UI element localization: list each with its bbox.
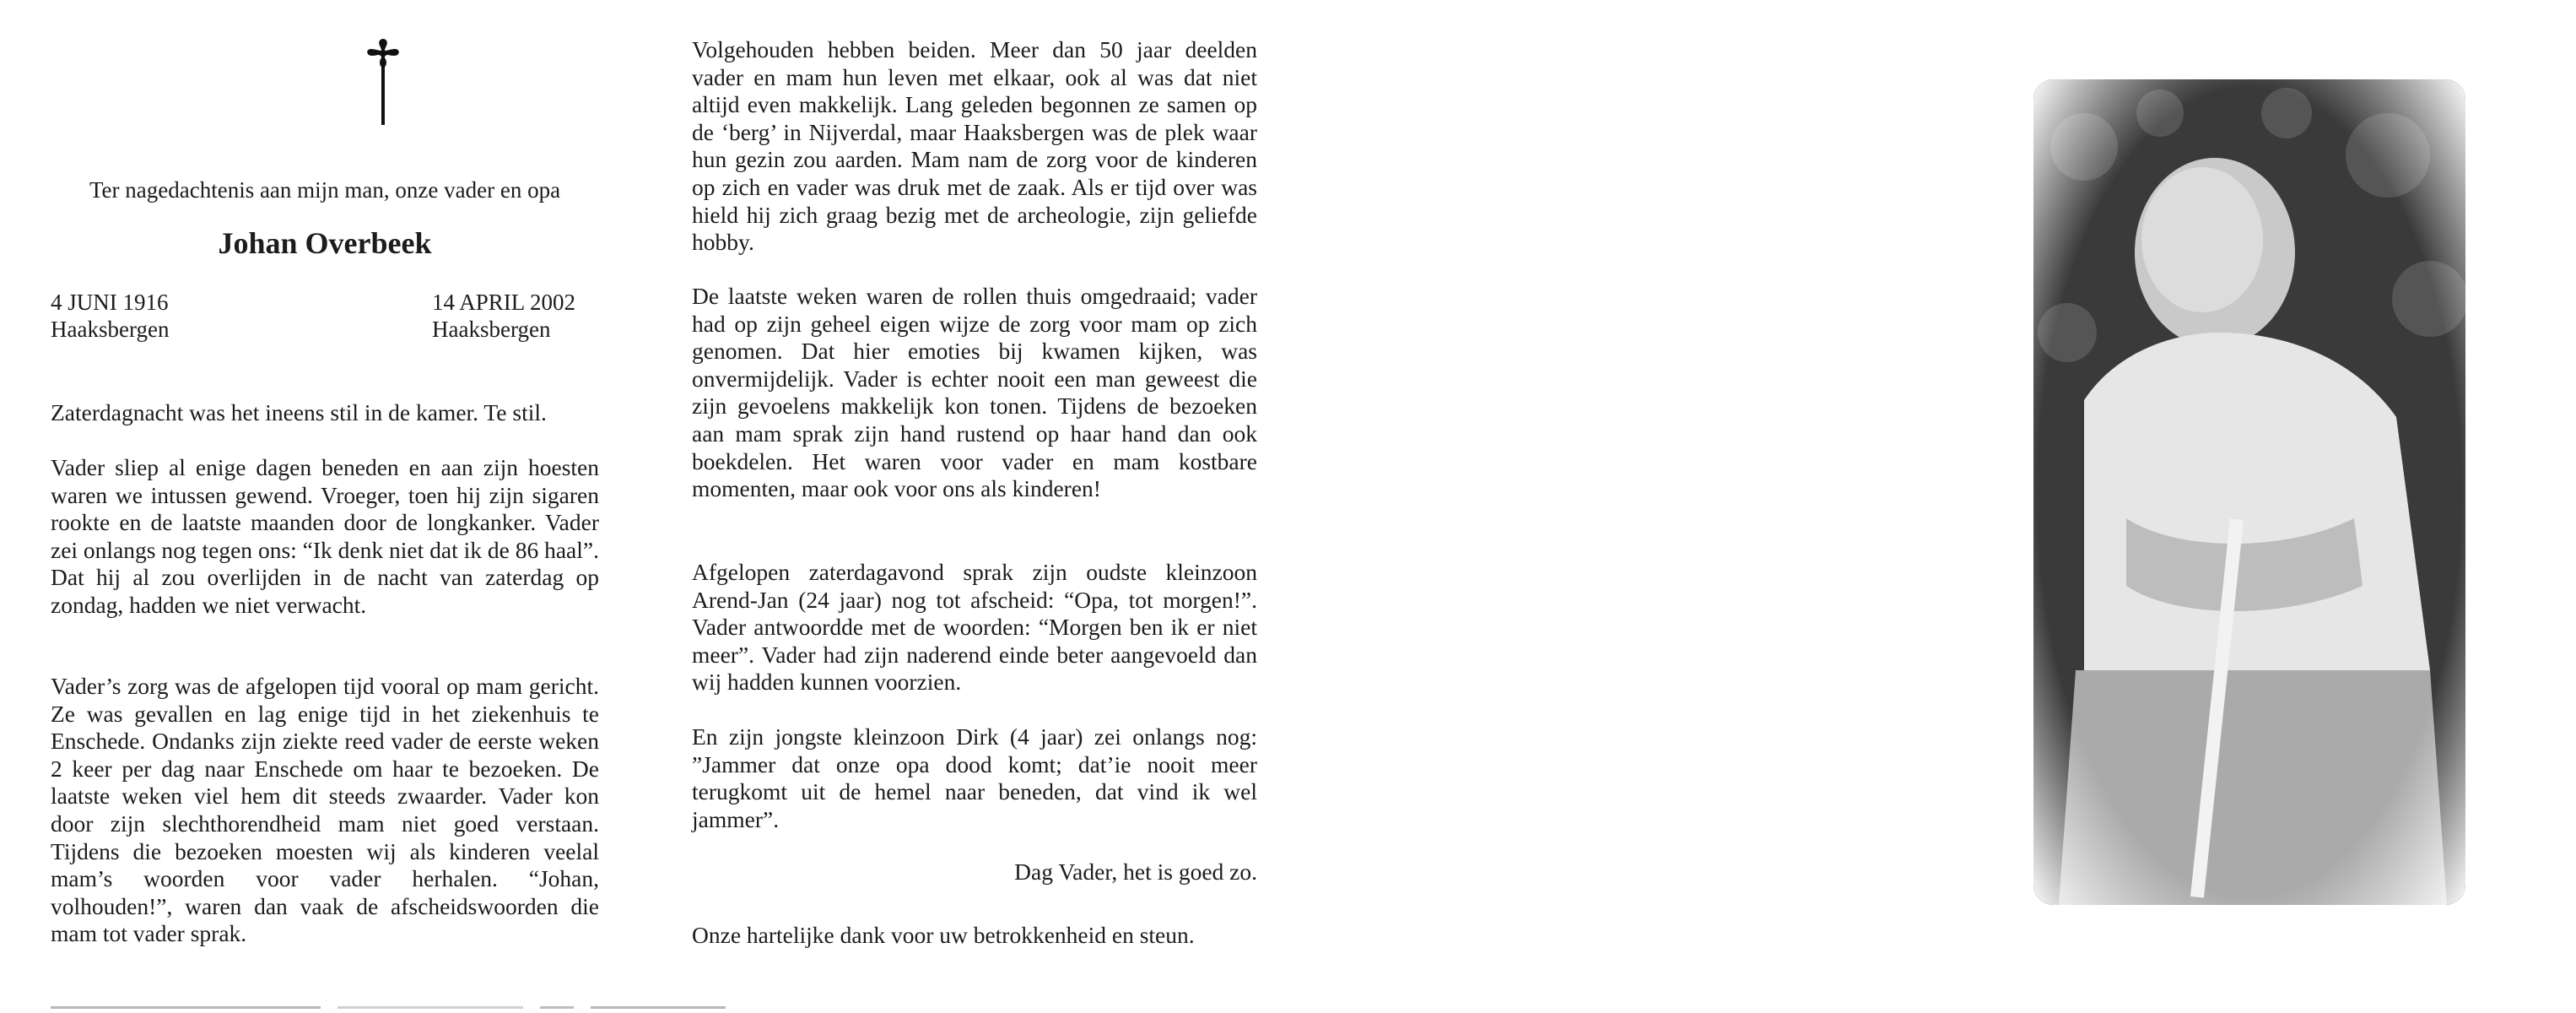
death-place: Haaksbergen — [432, 317, 551, 342]
thanks-line: Onze hartelijke dank voor uw betrokkenheid en steun. — [692, 922, 1195, 948]
portrait-illustration — [2033, 79, 2465, 905]
paragraph: Zaterdagnacht was het ineens stil in de kamer. Te stil. — [51, 399, 547, 425]
birth-date: 4 JUNI 1916 — [51, 290, 169, 315]
paragraph: Volgehouden hebben beiden. Meer dan 50 jaar deelden vader en mam hun leven met elkaar, ook al was dat niet altijd even makkelijk. Lang geleden begonnen ze samen op de ‘berg’ in Nijverdal, maar Haaksbergen was de plek waar hun gezin zou aarden. Mam nam de zorg voor de kinderen op zich en vader was druk met de zaak. Als er tijd over was hield hij zich graag bezig met de archeologie, zijn geliefde hobby. — [692, 36, 1257, 256]
paragraph: De laatste weken waren de rollen thuis omgedraaid; vader had op zijn geheel eigen wijze de zorg voor mam op zich genomen. Dat hier emoties bij kwamen kijken, was onvermijdelijk. Vader is echter nooit een man geweest die zijn gevoelens makkelijk kon tonen. Tijdens de bezoeken aan mam sprak zijn hand rustend op haar hand dan ook boekdelen. Het waren voor vader en mam kostbare momenten, maar ook voor ons als kinderen! — [692, 283, 1257, 502]
death-info — [432, 289, 575, 343]
paragraph: Vader sliep al enige dagen beneden en aan zijn hoesten waren we intussen gewend. Vroeger, toen hij zijn sigaren rookte en de laatste maanden door de longkanker. Vader zei onlangs nog tegen ons: “Ik denk niet dat ik de 86 haal”. Dat hij al zou overlijden in de nacht van zaterdag op zondag, hadden we niet verwacht. — [51, 454, 599, 618]
dedication-line: Ter nagedachtenis aan mijn man, onze vader en opa — [89, 177, 561, 203]
farewell-line: Dag Vader, het is goed zo. — [1014, 859, 1257, 885]
cross-icon — [363, 35, 403, 128]
paragraph: En zijn jongste kleinzoon Dirk (4 jaar) zei onlangs nog: ”Jammer dat onze opa dood komt; dat’ie nooit meer terugkomt uit de hemel naar beneden, dat vind ik wel jammer”. — [692, 723, 1257, 832]
deceased-name: Johan Overbeek — [218, 226, 432, 260]
death-date: 14 APRIL 2002 — [432, 290, 576, 315]
birth-place: Haaksbergen — [51, 317, 170, 342]
birth-info — [51, 289, 169, 343]
portrait-photo — [2033, 79, 2465, 905]
bottom-rule — [51, 1006, 726, 1009]
paragraph: Afgelopen zaterdagavond sprak zijn oudste kleinzoon Arend-Jan (24 jaar) nog tot afscheid: “Opa, tot morgen!”. Vader antwoordde met de woorden: “Morgen ben ik er niet meer”. Vader had zijn naderend einde beter aangevoeld dan wij hadden kunnen voorzien. — [692, 559, 1257, 696]
paragraph: Vader’s zorg was de afgelopen tijd vooral op mam gericht. Ze was gevallen en lag enige tijd in het ziekenhuis te Enschede. Ondanks zijn ziekte reed vader de eerste weken 2 keer per dag naar Enschede om haar te bezoeken. De laatste weken viel hem dit steeds zwaarder. Vader kon door zijn slechthorendheid mam niet goed verstaan. Tijdens die bezoeken moesten wij als kinderen veelal mam’s woorden voor vader herhalen. “Johan, volhouden!”, waren dan vaak de afscheidswoorden die mam tot vader sprak. — [51, 673, 599, 947]
